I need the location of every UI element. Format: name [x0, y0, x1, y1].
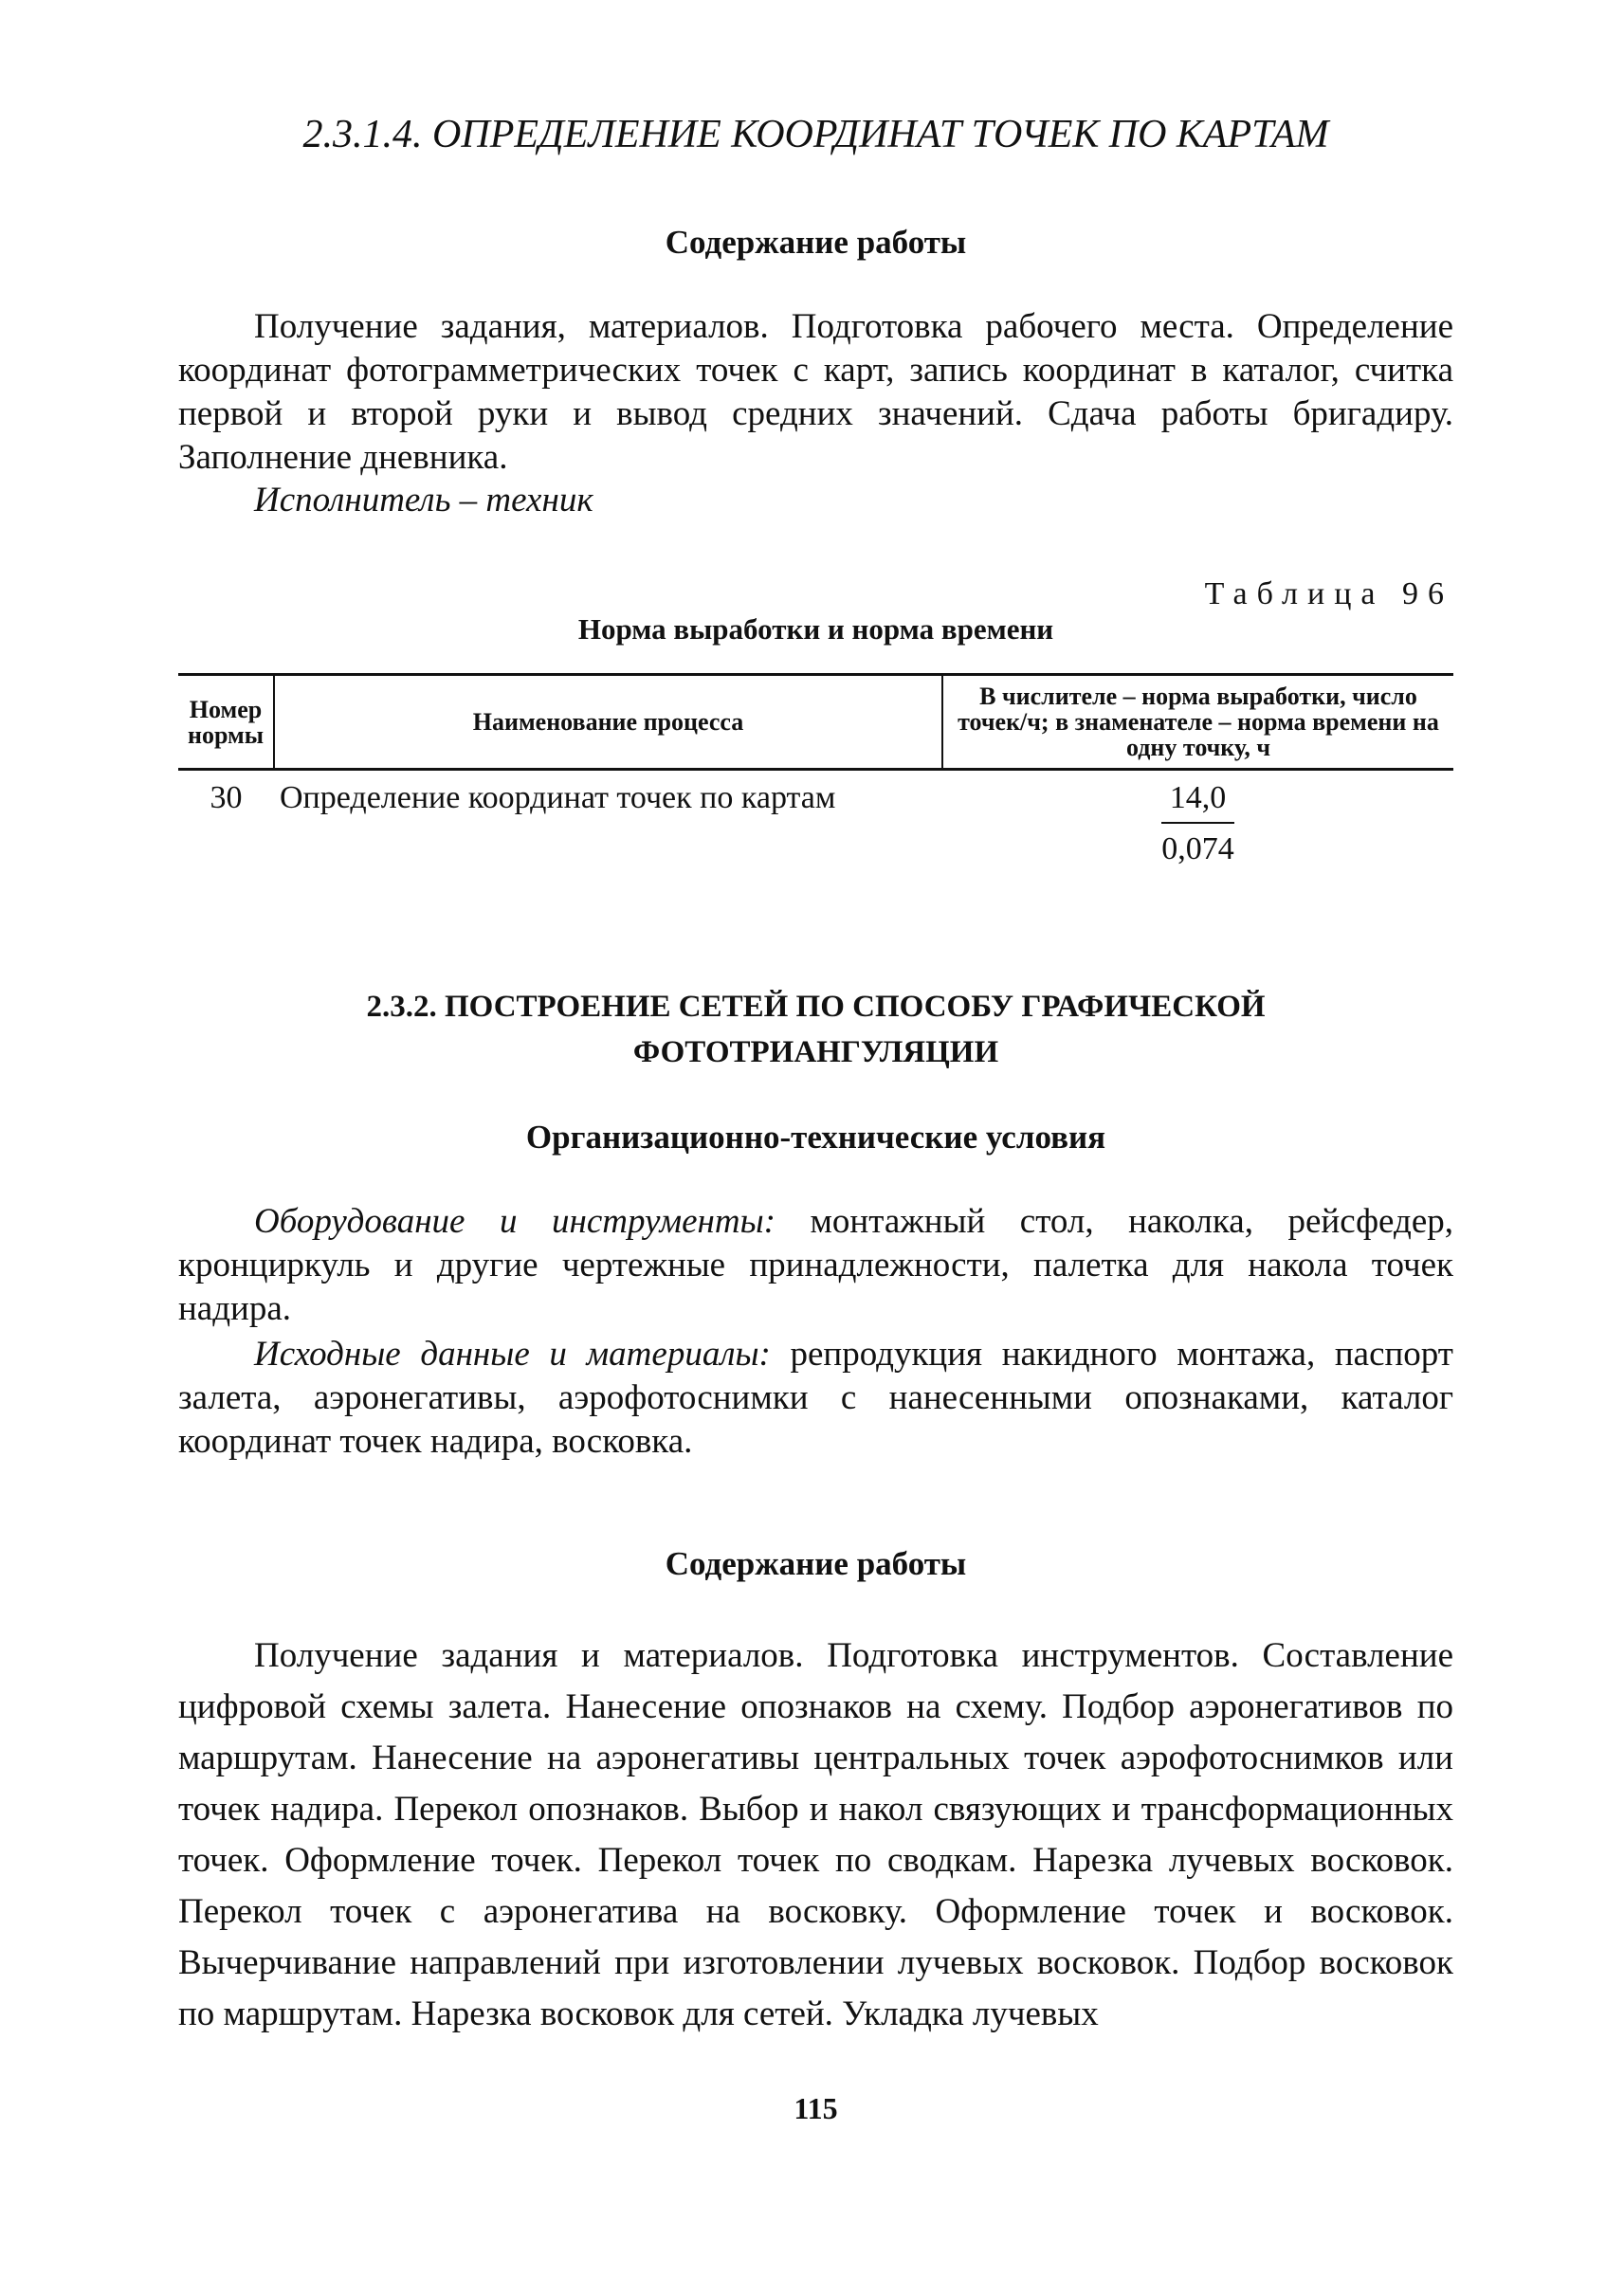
performer-line: Исполнитель – техник — [254, 481, 593, 519]
header-norm: В числителе – норма выработки, число точек/ч; в знаменателе – норма времени на одну точку, ч — [942, 675, 1453, 770]
row-process: Определение координат точек по картам — [280, 780, 836, 815]
header-process: Наименование процесса — [274, 675, 942, 770]
table-label: Таблица 96 — [1204, 576, 1453, 611]
content-heading-1: Содержание работы — [665, 224, 967, 261]
equipment-paragraph — [178, 1200, 1453, 1331]
equipment-label: Оборудование и инструменты: — [254, 1202, 776, 1241]
section-title: 2.3.1.4. ОПРЕДЕЛЕНИЕ КООРДИНАТ ТОЧЕК ПО КАРТАМ — [302, 113, 1329, 156]
section-2-title-line-1: 2.3.2. ПОСТРОЕНИЕ СЕТЕЙ ПО СПОСОБУ ГРАФИЧЕСКОЙ — [366, 990, 1266, 1024]
equipment-text: монтажный стол, наколка, рейсфедер, кронциркуль и другие чертежные принадлежности, палетка для накола точек надира. — [178, 1202, 1453, 1328]
paragraph-2: Получение задания и материалов. Подготовка инструментов. Составление цифровой схемы залета. Нанесение опознаков на схему. Подбор аэронегативов по маршрутам. Нанесение на аэронегативы центральных точек аэрофотоснимков или точек надира. Перекол опознаков. Выбор и накол связующих и трансформационных точек. Оформление точек. Перекол точек по сводкам. Нарезка лучевых восковок. Перекол точек с аэронегатива на восковку. Оформление точек и восковок. Вычерчивание направлений при изготовлении лучевых восковок. Подбор восковок по маршрутам. Нарезка восковок для сетей. Укладка лучевых — [178, 1636, 1453, 2033]
row-number: 30 — [210, 780, 243, 815]
page-number: 115 — [794, 2091, 838, 2125]
header-number: Номер нормы — [178, 675, 274, 770]
content-heading-2: Содержание работы — [665, 1545, 967, 1582]
section-2-title-line-2: ФОТОТРИАНГУЛЯЦИИ — [632, 1035, 999, 1069]
row-norm — [942, 770, 1453, 869]
norm-numerator: 14,0 — [1161, 780, 1234, 824]
source-text: репродукция накидного монтажа, паспорт залета, аэронегативы, аэрофотоснимки с нанесенными опознаками, каталог координат точек надира, восковка. — [178, 1335, 1453, 1461]
norm-denominator: 0,074 — [1161, 831, 1234, 866]
org-heading: Организационно-технические условия — [525, 1119, 1106, 1156]
table-header-row — [178, 675, 1453, 770]
source-label: Исходные данные и материалы: — [254, 1335, 771, 1374]
norm-table — [178, 673, 1453, 868]
table-caption: Норма выработки и норма времени — [577, 612, 1054, 646]
paragraph-1: Получение задания, материалов. Подготовка рабочего места. Определение координат фотограмметрических точек с карт, запись координат в каталог, считка первой и второй руки и вывод средних значений. Сдача работы бригадиру. Заполнение дневника. — [178, 307, 1453, 477]
norm-fraction — [1161, 780, 1234, 867]
source-paragraph — [178, 1333, 1453, 1464]
table-row — [178, 770, 1453, 869]
